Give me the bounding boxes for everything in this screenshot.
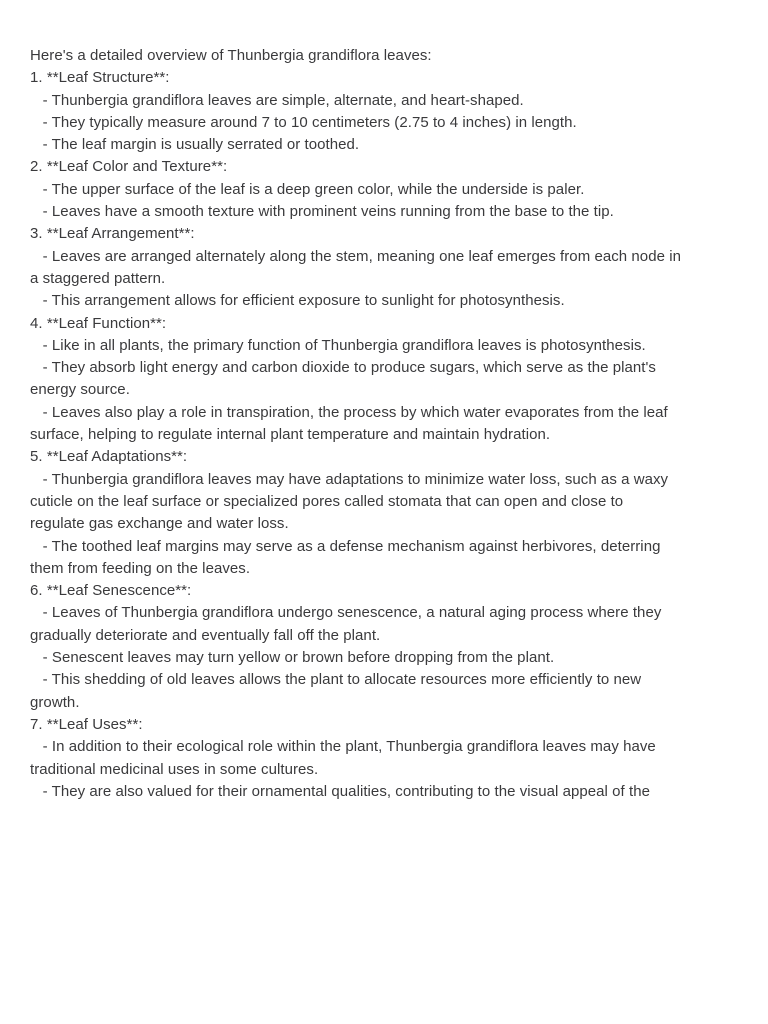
section-line: growth. bbox=[30, 693, 80, 711]
section-line: - This shedding of old leaves allows the plant to allocate resources more efficiently to new bbox=[30, 671, 642, 689]
section-line: - The upper surface of the leaf is a deep green color, while the underside is paler. bbox=[30, 180, 585, 198]
section-line: - Leaves also play a role in transpiration, the process by which water evaporates from the leaf bbox=[30, 403, 668, 421]
section-heading: 2. **Leaf Color and Texture**: bbox=[30, 158, 228, 176]
section-line: - They are also valued for their ornamental qualities, contributing to the visual appeal of the bbox=[30, 782, 650, 800]
section-line: a staggered pattern. bbox=[30, 269, 166, 287]
section-line: - They absorb light energy and carbon dioxide to produce sugars, which serve as the plant's bbox=[30, 359, 656, 377]
section-line: - The toothed leaf margins may serve as a defense mechanism against herbivores, deterring bbox=[30, 537, 661, 555]
section-line: - Like in all plants, the primary function of Thunbergia grandiflora leaves is photosynthesis. bbox=[30, 336, 646, 354]
intro-text: Here's a detailed overview of Thunbergia grandiflora leaves: bbox=[30, 47, 432, 64]
section-line: - Leaves have a smooth texture with prominent veins running from the base to the tip. bbox=[30, 203, 614, 221]
section-line: traditional medicinal uses in some cultures. bbox=[30, 760, 319, 778]
section-line: - They typically measure around 7 to 10 centimeters (2.75 to 4 inches) in length. bbox=[30, 113, 577, 131]
section-line: - Leaves of Thunbergia grandiflora undergo senescence, a natural aging process where they bbox=[30, 604, 662, 622]
section-line: - Thunbergia grandiflora leaves are simple, alternate, and heart-shaped. bbox=[30, 91, 524, 109]
section-line: surface, helping to regulate internal plant temperature and maintain hydration. bbox=[30, 426, 551, 444]
section-line: gradually deteriorate and eventually fall off the plant. bbox=[30, 626, 381, 644]
section-heading: 5. **Leaf Adaptations**: bbox=[30, 448, 188, 466]
section-line: - This arrangement allows for efficient exposure to sunlight for photosynthesis. bbox=[30, 292, 565, 310]
section-line: regulate gas exchange and water loss. bbox=[30, 515, 289, 533]
section-line: - The leaf margin is usually serrated or toothed. bbox=[30, 136, 360, 154]
section-line: cuticle on the leaf surface or specialized pores called stomata that can open and close to bbox=[30, 492, 624, 510]
section-heading: 6. **Leaf Senescence**: bbox=[30, 582, 192, 600]
section-heading: 7. **Leaf Uses**: bbox=[30, 715, 143, 733]
document-body bbox=[30, 45, 742, 803]
section-heading: 4. **Leaf Function**: bbox=[30, 314, 167, 332]
section-line: energy source. bbox=[30, 381, 130, 399]
section-heading: 3. **Leaf Arrangement**: bbox=[30, 225, 195, 243]
section-line: - Senescent leaves may turn yellow or brown before dropping from the plant. bbox=[30, 649, 555, 667]
section-line: them from feeding on the leaves. bbox=[30, 559, 251, 577]
section-line: - Leaves are arranged alternately along the stem, meaning one leaf emerges from each node in bbox=[30, 247, 681, 265]
section-heading: 1. **Leaf Structure**: bbox=[30, 69, 170, 87]
section-line: - Thunbergia grandiflora leaves may have adaptations to minimize water loss, such as a waxy bbox=[30, 470, 669, 488]
section-line: - In addition to their ecological role within the plant, Thunbergia grandiflora leaves may have bbox=[30, 738, 656, 756]
